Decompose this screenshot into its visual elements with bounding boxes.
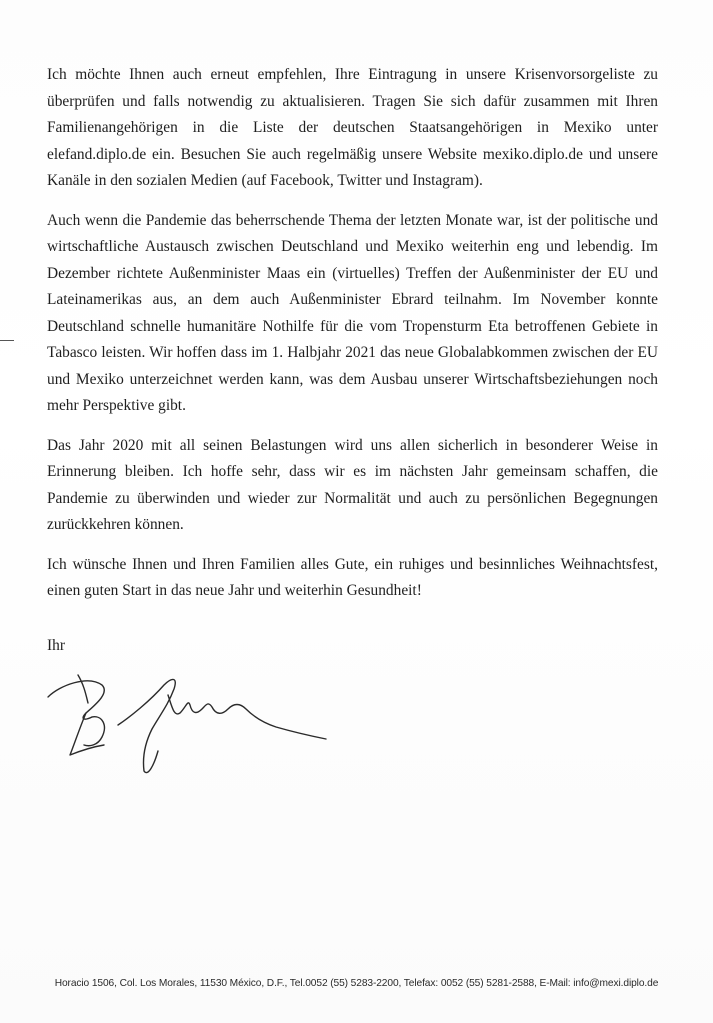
margin-mark [0,340,14,341]
closing-word: Ihr [47,637,65,654]
handwritten-signature [40,655,340,780]
paragraph-year-2020: Das Jahr 2020 mit all seinen Belastungen wird uns allen sicherlich in besonderer Weise in Erinnerung bleiben. Ich hoffe sehr, dass wir es im nächsten Jahr gemeinsam schaffen, die Pandemie zu überwinden und wieder zur Normalität und auch zu persönlichen Begegnungen zurückkehren können. [47,436,658,533]
paragraph-relations: Auch wenn die Pandemie das beherrschende Thema der letzten Monate war, ist der politische und wirtschaftliche Austausch zwischen Deutschland und Mexiko weiterhin eng und lebendig. Im Dezember richtete Außenminister Maas ein (virtuelles) Treffen der Außenminister der EU und Lateinamerikas aus, an dem auch Außenminister Ebrard teilnahm. Im November konnte Deutschland schnelle humanitäre Nothilfe für die vom Tropensturm Eta betroffenen Gebiete in Tabasco leisten. Wir hoffen dass im 1. Halbjahr 2021 das neue Globalabkommen zwischen der EU und Mexiko unterzeichnet werden kann, was dem Ausbau unserer Wirtschaftsbeziehungen noch mehr Perspektive gibt. [47,211,658,414]
letter-body [47,62,658,618]
paragraph-wishes: Ich wünsche Ihnen und Ihren Familien alles Gute, ein ruhiges und besinnliches Weihnachtsfest, einen guten Start in das neue Jahr und weiterhin Gesundheit! [47,555,658,599]
paragraph-registration: Ich möchte Ihnen auch erneut empfehlen, Ihre Eintragung in unsere Krisenvorsorgeliste zu überprüfen und falls notwendig zu aktualisieren. Tragen Sie sich dafür zusammen mit Ihren Familienangehörigen in die Liste der deutschen Staatsangehörigen in Mexiko unter elefand.diplo.de ein. Besuchen Sie auch regelmäßig unsere Website mexiko.diplo.de und unsere Kanäle in den sozialen Medien (auf Facebook, Twitter und Instagram). [47,66,658,189]
footer-address: Horacio 1506, Col. Los Morales, 11530 México, D.F., Tel.0052 (55) 5283-2200, Telefax: 0052 (55) 5281-2588, E-Mail: info@mexi.diplo.de [54,978,659,989]
